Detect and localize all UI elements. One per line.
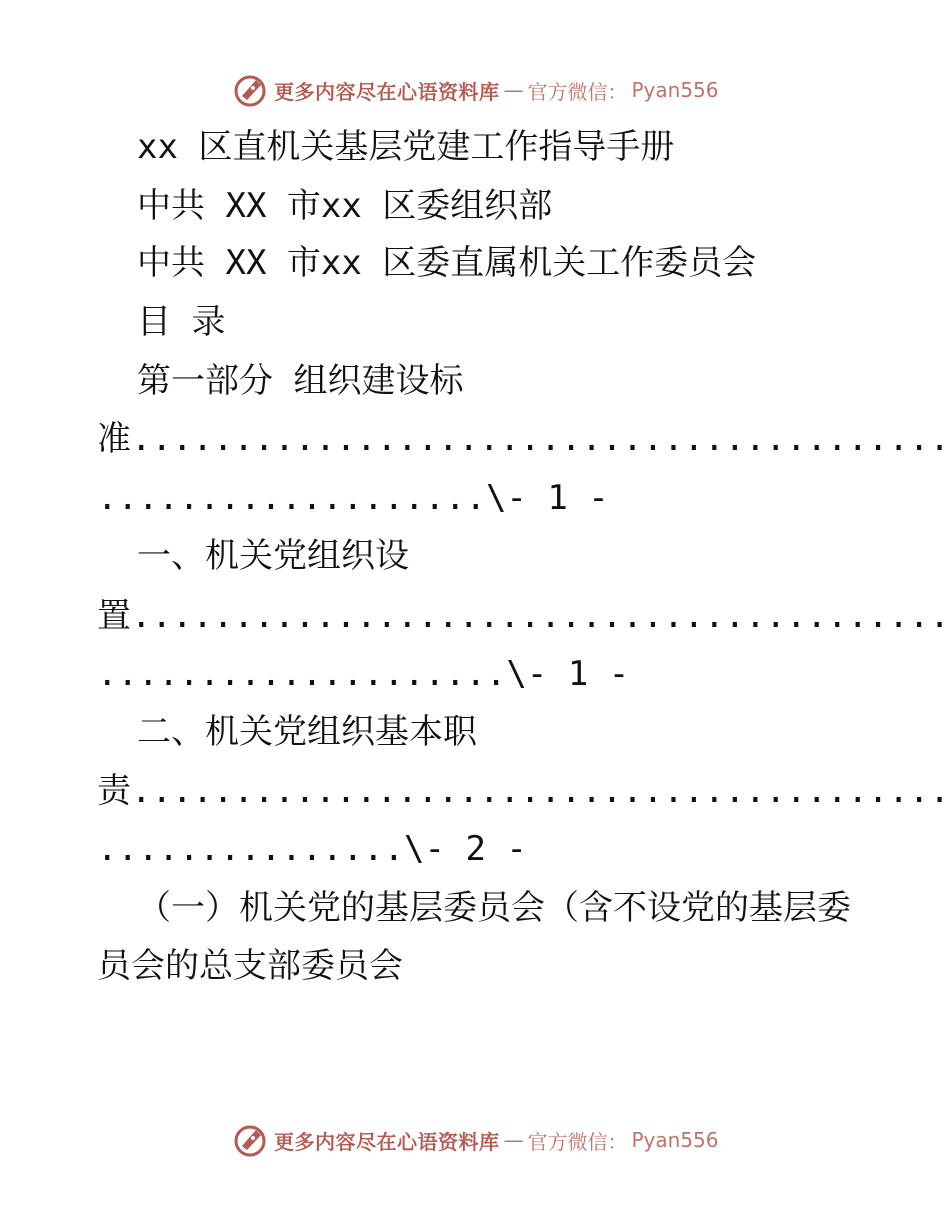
paragraph-line-1: （一）机关党的基层委员会（含不设党的基层委 [137, 888, 851, 928]
paragraph-line-2: 员会的总支部委员会 [97, 946, 403, 986]
toc-entry-heading: 二、机关党组织基本职 [137, 712, 477, 752]
toc-entry-leader-start: 责 [97, 771, 131, 811]
toc-entry-cont-dots: ............... [97, 829, 405, 869]
toc-entry-page-line [97, 654, 629, 694]
watermark-wechat-label: 官方微信： [527, 79, 628, 104]
pen-nib-logo-icon [232, 1122, 268, 1158]
document-title: xx 区直机关基层党建工作指导手册 [137, 127, 675, 167]
toc-entry-heading: 一、机关党组织设 [137, 536, 409, 576]
toc-entry-leader [97, 596, 950, 636]
toc-entry-leader [97, 771, 950, 811]
watermark-wechat-id: Pyan556 [631, 1128, 719, 1152]
toc-entry-page-ref[interactable]: \- 1 - [506, 654, 630, 694]
watermark-banner-bottom [232, 1120, 719, 1160]
org-line-1: 中共 XX 市xx 区委组织部 [137, 186, 553, 226]
toc-entry-heading: 第一部分 组织建设标 [137, 361, 464, 401]
toc-entry-leader-start: 置 [97, 596, 131, 636]
pen-nib-logo-icon [232, 72, 268, 108]
toc-entry-dots: ........................................ [131, 771, 950, 811]
watermark-wechat-label: 官方微信： [527, 1129, 628, 1154]
toc-entry-dots: ........................................ [131, 419, 950, 459]
toc-heading: 目 录 [137, 302, 226, 342]
toc-entry-cont-dots: ................... [97, 478, 486, 518]
watermark-dash: — [503, 1128, 524, 1152]
watermark-dash: — [503, 78, 524, 102]
watermark-banner-top [232, 70, 719, 110]
org-line-2: 中共 XX 市xx 区委直属机关工作委员会 [137, 243, 757, 283]
watermark-main-text: 更多内容尽在心语资料库 [274, 1129, 500, 1154]
toc-entry-page-ref[interactable]: \- 1 - [485, 478, 609, 518]
toc-entry-cont-dots: .................... [97, 654, 507, 694]
toc-entry-page-line [97, 478, 609, 518]
toc-entry-page-line [97, 829, 527, 869]
toc-entry-leader-start: 准 [97, 419, 131, 459]
toc-entry-dots: ........................................ [131, 596, 950, 636]
watermark-main-text: 更多内容尽在心语资料库 [274, 79, 500, 104]
watermark-wechat-id: Pyan556 [631, 78, 719, 102]
toc-entry-page-ref[interactable]: \- 2 - [404, 829, 527, 869]
toc-entry-leader [97, 419, 950, 459]
